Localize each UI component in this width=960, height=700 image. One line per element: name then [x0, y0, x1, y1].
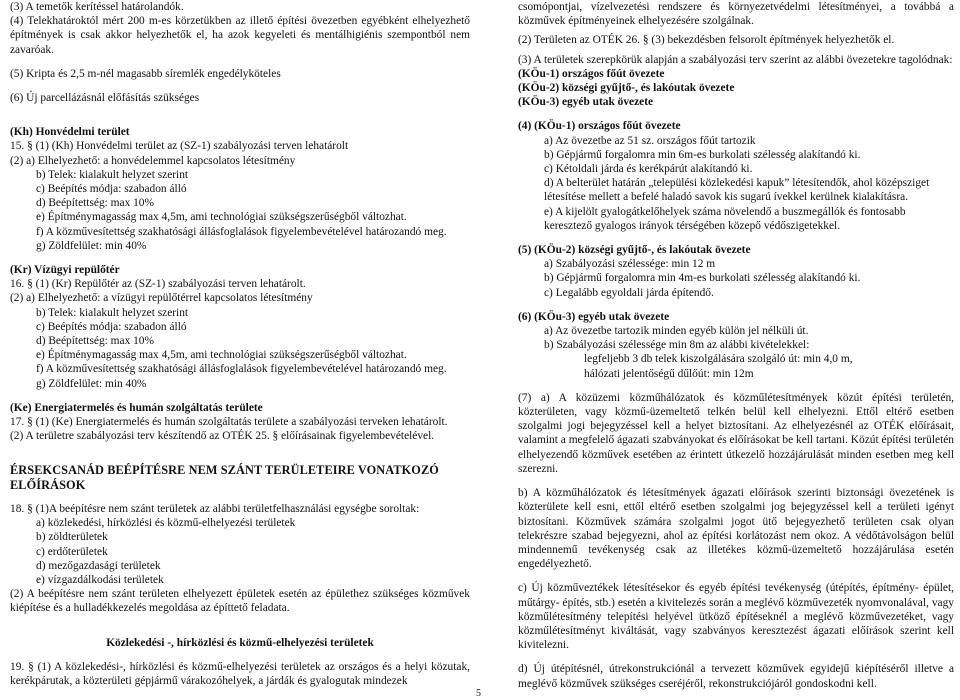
- kr-item-2a: (2) a) Elhelyezhető: a vízügyi repülőtérrel kapcsolatos létesítmény: [10, 292, 313, 305]
- r4-item-a: a) Az övezetbe az 51 sz. országos főút tartozik: [544, 134, 756, 147]
- s18-item-c: c) erdőterületek: [36, 545, 108, 558]
- ke-item-2: (2) A területre szabályozási terv készítendő az OTÉK 25. § előírásainak figyelembevételével.: [10, 430, 435, 443]
- r7-item-c: c) Új közműveztékek létesítésekor és egyéb építési tevékenység (útépítés, építmény- épület, műtárgy- építés, stb.) esetén a kivitelezés során a meglévő közművezeték nyomvonalával, vagy közműlétesítmény telepítési helyével ütköző építéseknél a meglévő közművezetéket, vagy közműlétesítményt kiváltását, vagy szabványos keresztezést ágazati előírások szerint kell kivitelezni.: [518, 582, 954, 652]
- kr-item-g: g) Zöldfelület: min 40%: [36, 377, 147, 390]
- r6-item-b: b) Szabályozási szélessége min 8m az alábbi kivételekkel:: [544, 339, 810, 352]
- s18-item-2: (2) A beépítésre nem szánt területen elhelyezett épületek esetén az épülethez szükséges közművek kiépítése és a hulladékkezelés megoldása az építtető feladata.: [10, 588, 470, 615]
- r6-item-b2: hálózati jelentőségű dűlőút: min 12m: [584, 367, 754, 380]
- kh-item-g: g) Zöldfelület: min 40%: [36, 239, 147, 252]
- continuation-text: csomópontjai, vízelvezetési rendszere és környezetvédelmi létesítményei, a továbbá a közművek építményeinek elhelyezésére szolgálnak.: [518, 1, 954, 28]
- kr-item-c: c) Beépítés módja: szabadon álló: [36, 320, 187, 333]
- r7-item-b: b) A közműhálózatok és létesítmények ágazati előírások szerinti biztonsági övezetének is közterülete kell esni, ettől eltérő esetben szolgalmi jog bejegyzéssel kell a területi igényt biztosítani. Közművek számára szolgalmi jogot ütő bejegyezhető területen csak olyan telekrészre szabad bejegyezni, ahol az építési korlátozást nem okoz. A védőtávolságon belül mindennemű tevékenység csak az illetékes közmű-üzemeltető hozzájárulása esetén engedélyezhető.: [518, 487, 954, 571]
- paragraph-6: (6) Új parcellázásnál előfásítás szükséges: [10, 92, 200, 105]
- s18-item-d: d) mezőgazdasági területek: [36, 559, 161, 572]
- section-17: 17. § (1) (Ke) Energiatermelés és humán szolgáltatás területe a szabályozási terveken lehatárolt.: [10, 416, 448, 429]
- section-title-kr: (Kr) Vízügyi repülőtér: [10, 264, 120, 277]
- r4-item-b: b) Gépjármű forgalomra min 6m-es burkolati szélesség alakítandó ki.: [544, 148, 861, 161]
- paragraph-r3: (3) A területek szerepkörük alapján a szabályozási terv szerint az alábbi övezetekre tagolódnak:: [518, 53, 953, 66]
- section-19: 19. § (1) A közlekedési-, hírközlési és közmű-elhelyezési területek az országos és a helyi közutak, kerékpárutak, a közterületi gépjármű várakozóhelyek, a járdák és gyalogutak mindezek: [10, 660, 470, 687]
- s18-item-a: a) közlekedési, hírközlési és közmű-elhelyezési területek: [36, 517, 296, 530]
- kr-item-b: b) Telek: kialakult helyzet szerint: [36, 306, 189, 319]
- r6-item-a: a) Az övezetbe tartozik minden egyéb külön jel nélküli út.: [544, 325, 809, 338]
- kr-item-d: d) Beépítettség: max 10%: [36, 335, 154, 348]
- section-15: 15. § (1) (Kh) Honvédelmi terület az (SZ-1) szabályozási terven lehatárolt: [10, 140, 349, 153]
- kr-item-e: e) Építménymagasság max 4,5m, ami technológiai szükségszerűségből változhat.: [36, 349, 407, 362]
- section-title-r6: (6) (KÖu-3) egyéb utak övezete: [518, 310, 670, 323]
- r5-item-b: b) Gépjármű forgalomra min 4m-es burkolati szélesség alakítandó ki.: [544, 272, 861, 285]
- s18-item-e: e) vízgazdálkodási területek: [36, 573, 164, 586]
- r4-item-d: d) A belterület határán „települési közlekedési kapuk” létesítendők, ahol középsziget létesítése mellett a befelé haladó savok kis sugarú ívekkel kerülnek kialakításra.: [544, 177, 930, 204]
- r4-item-c: c) Kétoldali járda és kerékpárút alakítandó ki.: [544, 163, 753, 176]
- kh-item-d: d) Beépítettség: max 10%: [36, 197, 154, 210]
- chapter-title: ÉRSEKCSANÁD BEÉPÍTÉSRE NEM SZÁNT TERÜLETEIRE VONATKOZÓ ELŐÍRÁSOK: [10, 463, 439, 492]
- zone-list-kou1: (KÖu-1) országos főút övezete: [518, 67, 665, 80]
- left-column: [10, 0, 470, 688]
- page-number: 5: [476, 688, 481, 699]
- r6-item-b1: legfeljebb 3 db telek kiszolgálására szolgáló út: min 4,0 m,: [584, 353, 853, 366]
- kh-item-2a: (2) a) Elhelyezhető: a honvédelemmel kapcsolatos létesítmény: [10, 154, 296, 167]
- r5-item-a: a) Szabályozási szélessége: min 12 m: [544, 258, 716, 271]
- paragraph-3: (3) A temetők kerítéssel határolandók.: [10, 1, 184, 13]
- right-column: [518, 0, 954, 691]
- kh-item-f: f) A közművesítettség szakhatósági állásfoglalások figyelembevételével határozandó meg.: [36, 225, 447, 238]
- r5-item-c: c) Legalább egyoldali járda építendő.: [544, 286, 714, 299]
- kr-item-f: f) A közművesítettség szakhatósági állásfoglalások figyelembevételével határozandó meg.: [36, 363, 447, 376]
- r7-item-a: (7) a) A közüzemi közműhálózatok és közműlétesítmények közút építési területén, közterületen, vagy közmű-üzemeltető telkén belül kell elhelyezni. Ettől eltérő esetben szolgalmi jogi bejegyzéssel kell a helyet biztosítani. Az elhelyezésnél az OTÉK előírásait, valamint a megfelelő ágazati szabványokat és előírásokat be kell tartani. Közút építési területén elhelyezendő közművek esetében az érintett útkezelő hozzájárulását minden esetben meg kell szerezni.: [518, 391, 954, 475]
- zone-list-kou3: (KÖu-3) egyéb utak övezete: [518, 96, 654, 109]
- kh-item-b: b) Telek: kialakult helyzet szerint: [36, 168, 189, 181]
- paragraph-4: (4) Telekhatároktól mért 200 m-es körzetükben az illető építési övezetben egyébként elhelyezhető építmények is csak akkor helyezhetők el, ha azok kegyeleti és mentálhigiénis szempontból nem zavaróak.: [10, 15, 470, 56]
- kh-item-e: e) Építménymagasság max 4,5m, ami technológiai szükségszerűségből változhat.: [36, 211, 407, 224]
- section-title-ke: (Ke) Energiatermelés és humán szolgáltatás területe: [10, 401, 263, 414]
- r7-item-d: d) Új útépítésnél, útrekonstrukciónál a tervezett közművek egyidejű kiépítéséről illetve a meglévő közművek szükséges cseréjéről, rekonstrukciójáról gondoskodni kell.: [518, 663, 954, 690]
- kh-item-c: c) Beépítés módja: szabadon álló: [36, 183, 187, 196]
- section-title-r4: (4) (KÖu-1) országos főút övezete: [518, 120, 681, 133]
- section-16: 16. § (1) (Kr) Repülőtér az (SZ-1) szabályozási terven lehatárolt.: [10, 278, 306, 291]
- r4-item-e: e) A kijelölt gyalogátkelőhelyek száma növelendő a buszmegállók és fontosabb keresztező gyalogos irányok térségében közepő védőszigetekkel.: [544, 205, 906, 232]
- zone-list-kou2: (KÖu-2) községi gyűjtő-, és lakóutak övezete: [518, 82, 735, 95]
- section-title-kozlekedesi: Közlekedési -, hírközlési és közmű-elhelyezési területek: [106, 636, 374, 649]
- s18-item-b: b) zöldterületek: [36, 531, 108, 544]
- section-title-r5: (5) (KÖu-2) községi gyűjtő-, és lakóutak övezete: [518, 244, 751, 257]
- paragraph-5: (5) Kripta és 2,5 m-nél magasabb síremlék engedélyköteles: [10, 67, 281, 80]
- paragraph-r2: (2) Területen az OTÉK 26. § (3) bekezdésben felsorolt építmények helyezhetők el.: [518, 34, 895, 47]
- section-title-kh: (Kh) Honvédelmi terület: [10, 126, 130, 139]
- section-18: 18. § (1)A beépítésre nem szánt területek az alábbi területfelhasználási egységbe soroltak:: [10, 502, 420, 515]
